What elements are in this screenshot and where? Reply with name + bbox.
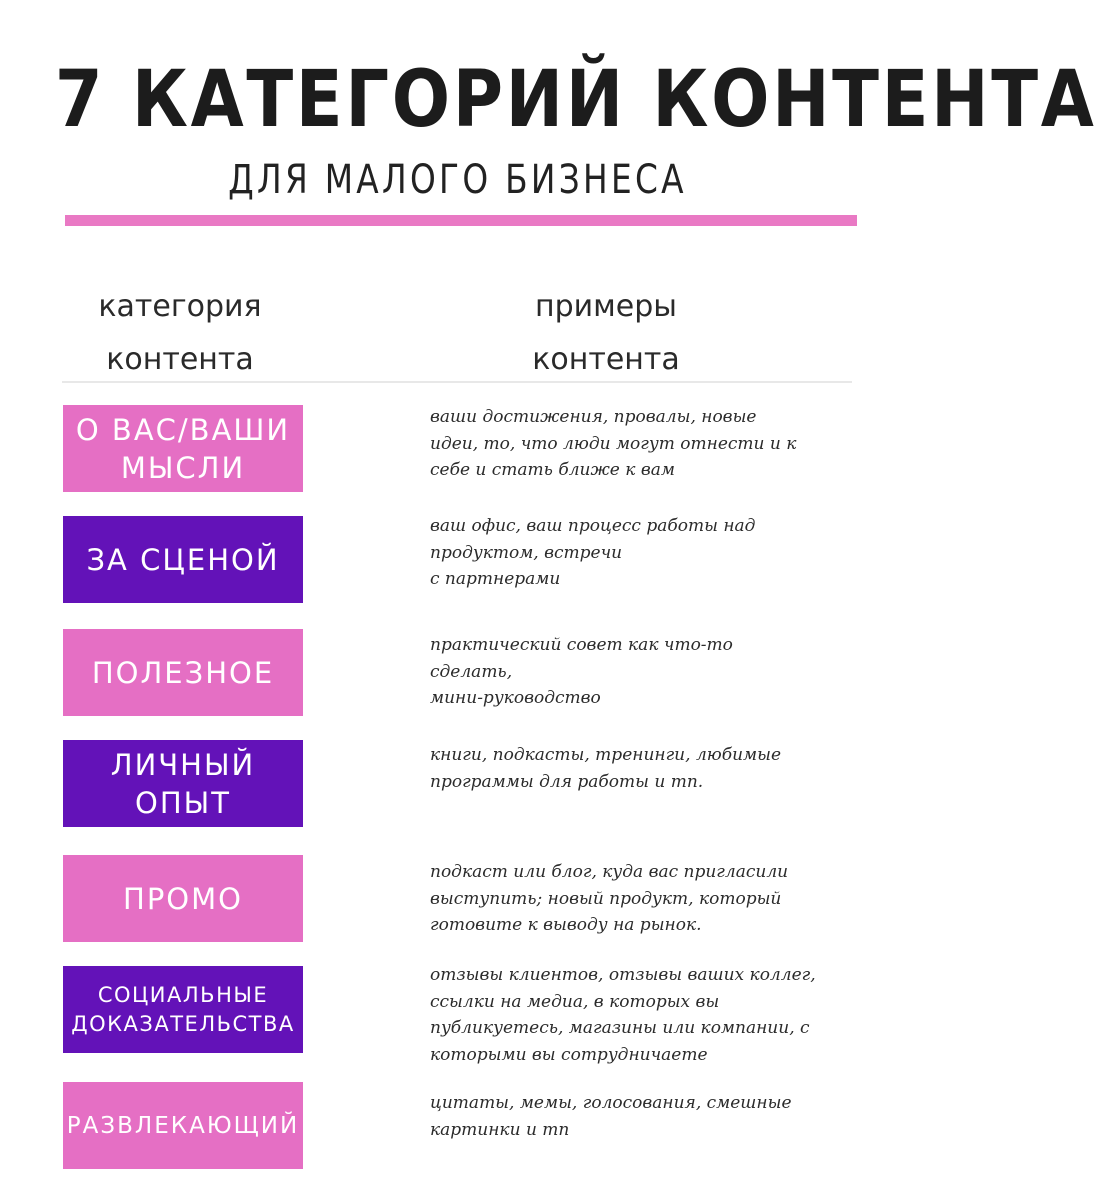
category-badge bbox=[63, 405, 303, 492]
column-header-category bbox=[30, 280, 330, 386]
page-title: 7 КАТЕГОРИЙ КОНТЕНТА bbox=[54, 55, 1097, 145]
category-examples: книги, подкасты, тренинги, любимые программы для работы и тп. bbox=[430, 745, 782, 792]
category-examples: ваш офис, ваш процесс работы над продуктом, встречи с партнерами bbox=[430, 516, 756, 589]
column-header-examples-text: примеры контента bbox=[532, 289, 680, 377]
category-examples: практический совет как что-то сделать, мини-руководство bbox=[430, 635, 733, 708]
header-divider bbox=[62, 381, 852, 383]
column-header-category-text: категория контента bbox=[98, 289, 262, 377]
category-label: ПОЛЕЗНОЕ bbox=[91, 655, 275, 690]
column-header-examples bbox=[456, 280, 756, 386]
category-badge bbox=[63, 966, 303, 1053]
category-label: ЗА СЦЕНОЙ bbox=[86, 542, 280, 577]
category-badge bbox=[63, 516, 303, 603]
category-examples: ваши достижения, провалы, новые идеи, то, что люди могут отнести и к себе и стать ближе к вам bbox=[430, 407, 797, 480]
category-label: РАЗВЛЕКАЮЩИЙ bbox=[66, 1112, 300, 1139]
category-examples: цитаты, мемы, голосования, смешные картинки и тп bbox=[430, 1093, 792, 1140]
category-badge bbox=[63, 740, 303, 827]
category-label: СОЦИАЛЬНЫЕ ДОКАЗАТЕЛЬСТВА bbox=[71, 982, 295, 1036]
category-badge bbox=[63, 855, 303, 942]
category-badge bbox=[63, 629, 303, 716]
category-examples: подкаст или блог, куда вас пригласили выступить; новый продукт, который готовите к выводу на рынок. bbox=[430, 862, 789, 935]
category-badge bbox=[63, 1082, 303, 1169]
title-underline bbox=[65, 215, 857, 226]
category-label: ПРОМО bbox=[123, 881, 243, 916]
category-examples: отзывы клиентов, отзывы ваших коллег, ссылки на медиа, в которых вы публикуетесь, магазины или компании, с которыми вы сотрудничаете bbox=[430, 965, 816, 1065]
category-label: О ВАС/ВАШИ МЫСЛИ bbox=[75, 412, 291, 485]
page-subtitle: ДЛЯ МАЛОГО БИЗНЕСА bbox=[228, 157, 687, 203]
category-label: ЛИЧНЫЙ ОПЫТ bbox=[110, 747, 256, 820]
